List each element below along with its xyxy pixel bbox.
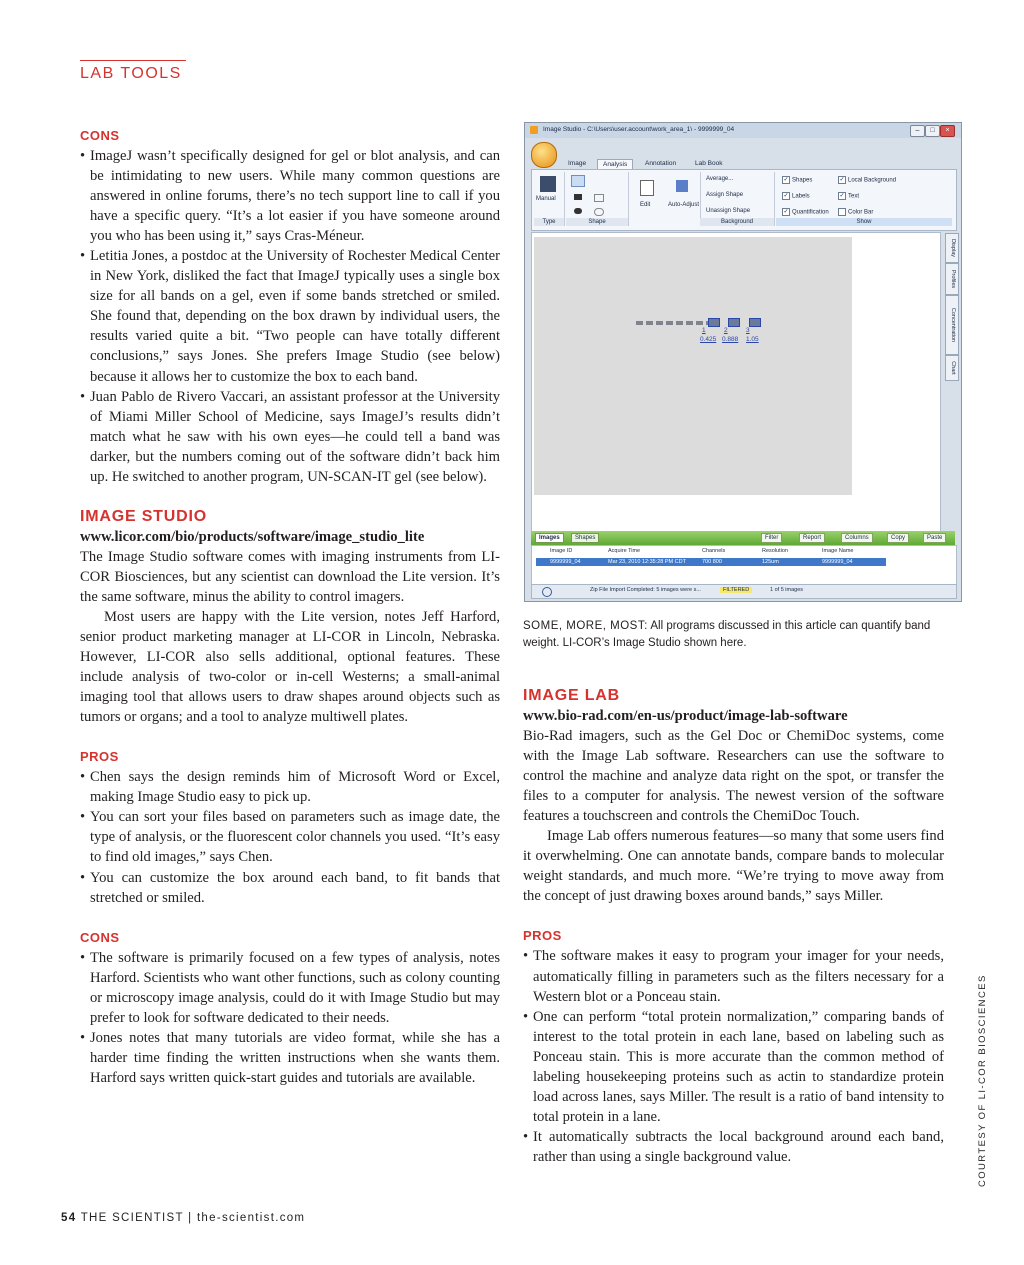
select-arrow-icon[interactable] [571,175,585,187]
list-item: • The software makes it easy to program your imager for your needs, automatically filling in parameters such as the filters necessary for a Western blot or a Ponceau stain. [523,946,944,1006]
paragraph: The Image Studio software comes with imaging instruments from LI-COR Biosciences, but any scientist can download the Lite version. It’s the same software, minus the ability to control imagers. [80,548,500,605]
table-cell: 700 800 [702,559,722,565]
color-bar-checkbox[interactable]: Color Bar [838,208,873,216]
column-header[interactable]: Image Name [822,548,854,554]
cons-list [80,948,500,1088]
rectangle-icon[interactable] [574,194,582,200]
check-icon: ✓ [783,209,789,215]
tab-lab-book[interactable]: Lab Book [695,160,723,167]
table-cell: 9999999_04 [822,559,853,565]
tab-images[interactable]: Images [535,533,564,543]
left-column [80,126,500,1088]
band-label: 2 [724,327,728,334]
tab-display[interactable]: Display [945,233,959,263]
app-orb-button[interactable] [531,142,557,168]
group-label: Type [534,218,564,226]
bottom-toolbar [531,531,955,545]
column-header[interactable]: Acquire Time [608,548,641,554]
list-item: • One can perform “total protein normalization,” comparing bands of interest to the total protein in each lane, based on labeling such as Ponceau stain. This is more accurate than the common method of labeling housekeeping proteins such as actin to standardize protein load across lanes, says Miller. The result is a ratio of band intensity to total protein in a lane. [523,1007,944,1127]
quantification-checkbox[interactable]: ✓ Quantification [783,209,829,216]
image-count: 1 of 5 images [770,587,804,593]
average-dropdown[interactable]: Average... [706,176,734,182]
auto-adjust-icon[interactable] [676,180,688,192]
minimize-icon[interactable]: – [910,125,925,137]
gel-image [534,237,852,495]
tab-profiles[interactable]: Profiles [945,263,959,295]
shapes-checkbox[interactable]: ✓ Shapes [783,177,813,184]
ribbon-group-background [700,172,775,226]
edit-button[interactable]: Edit [640,202,651,208]
image-canvas[interactable] [531,232,941,534]
list-item: • Chen says the design reminds him of Microsoft Word or Excel, making Image Studio easy to pick up. [80,767,500,807]
info-icon [542,587,552,597]
pros-heading: PROS [80,749,119,765]
band-box[interactable] [749,318,761,327]
labels-checkbox[interactable]: ✓ Labels [783,193,810,200]
report-button[interactable]: Report [799,533,825,543]
cons-heading: CONS [80,128,120,143]
band-box[interactable] [708,318,720,327]
group-label: Shape [566,218,628,226]
ribbon-group-auto [666,172,701,226]
image-lab-url[interactable]: www.bio-rad.com/en-us/product/image-lab-software [523,708,848,724]
group-label: Show [776,218,952,226]
check-icon: ✓ [839,177,845,183]
copy-icon[interactable] [640,180,654,196]
rectangle-outline-icon[interactable] [594,194,604,202]
column-header[interactable]: Resolution [762,548,788,554]
auto-adjust-button[interactable]: Auto-Adjust [668,202,700,208]
band-value: 0.888 [722,336,739,343]
window-titlebar [525,123,961,138]
manual-icon[interactable] [540,176,556,192]
paragraph: Image Lab offers numerous features—so many that some users find it overwhelming. One can annotate bands, compare bands to molecular weight standards, and much more. “We’re trying to move away from the concept of just drawing boxes around bands,” says Miller. [523,828,944,905]
maximize-icon[interactable]: □ [925,125,940,137]
image-studio-url[interactable]: www.licor.com/bio/products/software/image_studio_lite [80,528,425,545]
list-item: • You can customize the box around each band, to fit bands that stretched or smiled. [80,868,500,908]
columns-button[interactable]: Columns [841,533,873,543]
band-label: 3 [746,327,750,334]
ellipse-icon[interactable] [574,208,582,214]
check-icon [838,208,846,216]
tab-analysis[interactable]: Analysis [597,159,633,169]
tab-chart[interactable]: Chart [945,355,959,381]
assign-shape-button[interactable]: Assign Shape [706,192,744,198]
section-label: LAB TOOLS [80,65,182,82]
table-cell: Mar 23, 2010 12:35:28 PM CDT [608,559,686,565]
status-bar [531,584,957,599]
section-rule [80,60,186,61]
manual-button[interactable]: Manual [536,196,556,202]
image-lab-heading: IMAGE LAB [523,687,620,704]
figure-caption [523,618,944,652]
table-cell: 9999999_04 [550,559,581,565]
unassign-shape-button[interactable]: Unassign Shape [706,208,751,214]
magazine-name: THE SCIENTIST [76,1212,184,1224]
check-icon: ✓ [783,193,789,199]
ellipse-outline-icon[interactable] [594,208,604,216]
pros-heading: PROS [523,928,562,944]
filter-button[interactable]: Filter [761,533,782,543]
band-value: 0.425 [700,336,717,343]
band-label: 1 [702,327,706,334]
image-studio-heading: IMAGE STUDIO [80,507,207,525]
ribbon-group-type [534,172,565,226]
local-background-checkbox[interactable]: ✓ Local Background [839,177,897,184]
paste-button[interactable]: Paste [923,533,946,543]
list-item: • It automatically subtracts the local background around each band, rather than using a single background value. [523,1127,944,1167]
cons-heading: CONS [80,929,120,945]
tab-image[interactable]: Image [568,160,587,167]
tab-annotation[interactable]: Annotation [645,160,677,167]
cons-list [80,146,500,487]
window-title: Image Studio - C:\Users\user.account\work_area_1\ - 9999999_04 [543,126,735,133]
footer-separator: | [183,1212,197,1224]
image-studio-screenshot [524,122,962,602]
list-item: • Juan Pablo de Rivero Vaccari, an assistant professor at the University of Miami Miller School of Medicine, says ImageJ’s results didn’t match what he saw with his own eyes—he could tell a band was darker, but the numbers coming out of the software didn’t back him up. He switched to another program, UN-SCAN-IT gel (see below). [80,387,500,487]
copy-button[interactable]: Copy [887,533,909,543]
list-item: • Letitia Jones, a postdoc at the University of Rochester Medical Center in New York, disliked the fact that ImageJ typically uses a single box size for all bands on a gel, even if some bands stretched or smiled. She found that, depending on the box drawn by individual users, the results varied quite a bit. “Two people can have totally different conclusions,” says Jones. She prefers Image Studio (see below) because it allows her to customize the box to each band. [80,246,500,386]
text-checkbox[interactable]: ✓ Text [839,193,860,200]
column-header[interactable]: Image ID [550,548,573,554]
paragraph: Most users are happy with the Lite version, notes Jeff Harford, senior product marketing manager at LI-COR in Lincoln, Nebraska. However, LI-COR also sells additional, optional features. These include analysis of two-color or in-cell Westerns; a small-animal imaging tool that allows users to draw shapes around objects such as tumors or organs; and a tool to analyze multiwell plates. [80,608,500,726]
check-icon: ✓ [839,193,845,199]
status-message: Zip File Import Completed: 5 images were s... [590,587,701,593]
page-footer [61,1212,305,1224]
caption-lead: SOME, MORE, MOST: [523,620,648,632]
pros-list [80,767,500,907]
photo-credit: COURTESY OF LI-COR BIOSCIENCES [977,974,988,1187]
images-table [531,545,957,585]
page-number: 54 [61,1212,77,1224]
ribbon-group-edit [630,172,666,226]
table-cell: 125um [762,559,779,565]
pros-list [523,946,944,1167]
filtered-badge[interactable]: FILTERED [720,587,752,593]
list-item: • Jones notes that many tutorials are video format, while she has a harder time finding the written instructions when she wants them. Harford says written quick-start guides and tutorials are available. [80,1028,500,1088]
band-box[interactable] [728,318,740,327]
list-item: • You can sort your files based on parameters such as image date, the type of analysis, or the fluorescent color channels you used. “It’s easy to find old images,” says Chen. [80,807,500,867]
band-value: 1.05 [746,336,759,343]
tab-shapes[interactable]: Shapes [571,533,599,543]
list-item: • ImageJ wasn’t specifically designed for gel or blot analysis, and can be intimidating to new users. While many common questions are answered in online forums, there’s no tech support line to call if you have a specific query. “It’s a lot easier if you have someone around you who has been using it,” says Cras-Méneur. [80,146,500,246]
gel-band [636,321,708,325]
ribbon [531,169,957,231]
right-column [523,686,944,1167]
column-header[interactable]: Channels [702,548,726,554]
ribbon-group-show [776,172,952,226]
app-icon [530,126,538,134]
footer-site: the-scientist.com [196,1212,306,1224]
paragraph: Bio-Rad imagers, such as the Gel Doc or ChemiDoc systems, come with the Image Lab software. Researchers can use the software to control the machine and analyze data right on the spot, or transfer the files to a computer for analysis. The newest version of the software features a touchscreen and controls the ChemiDoc Touch. [523,728,944,825]
close-icon[interactable]: × [940,125,955,137]
list-item: • The software is primarily focused on a few types of analysis, notes Harford. Scientists who want other functions, such as colony counting or microscopy image analysis, could do it with Image Studio but may prefer to look for software dedicated to their needs. [80,948,500,1028]
caption-text: All programs discussed in this article can quantify band weight. LI-COR’s Image Studio shown here. [523,620,931,649]
ribbon-group-shape [566,172,629,226]
tab-concentration[interactable]: Concentration [945,295,959,355]
group-label: Background [700,218,774,226]
check-icon: ✓ [783,177,789,183]
